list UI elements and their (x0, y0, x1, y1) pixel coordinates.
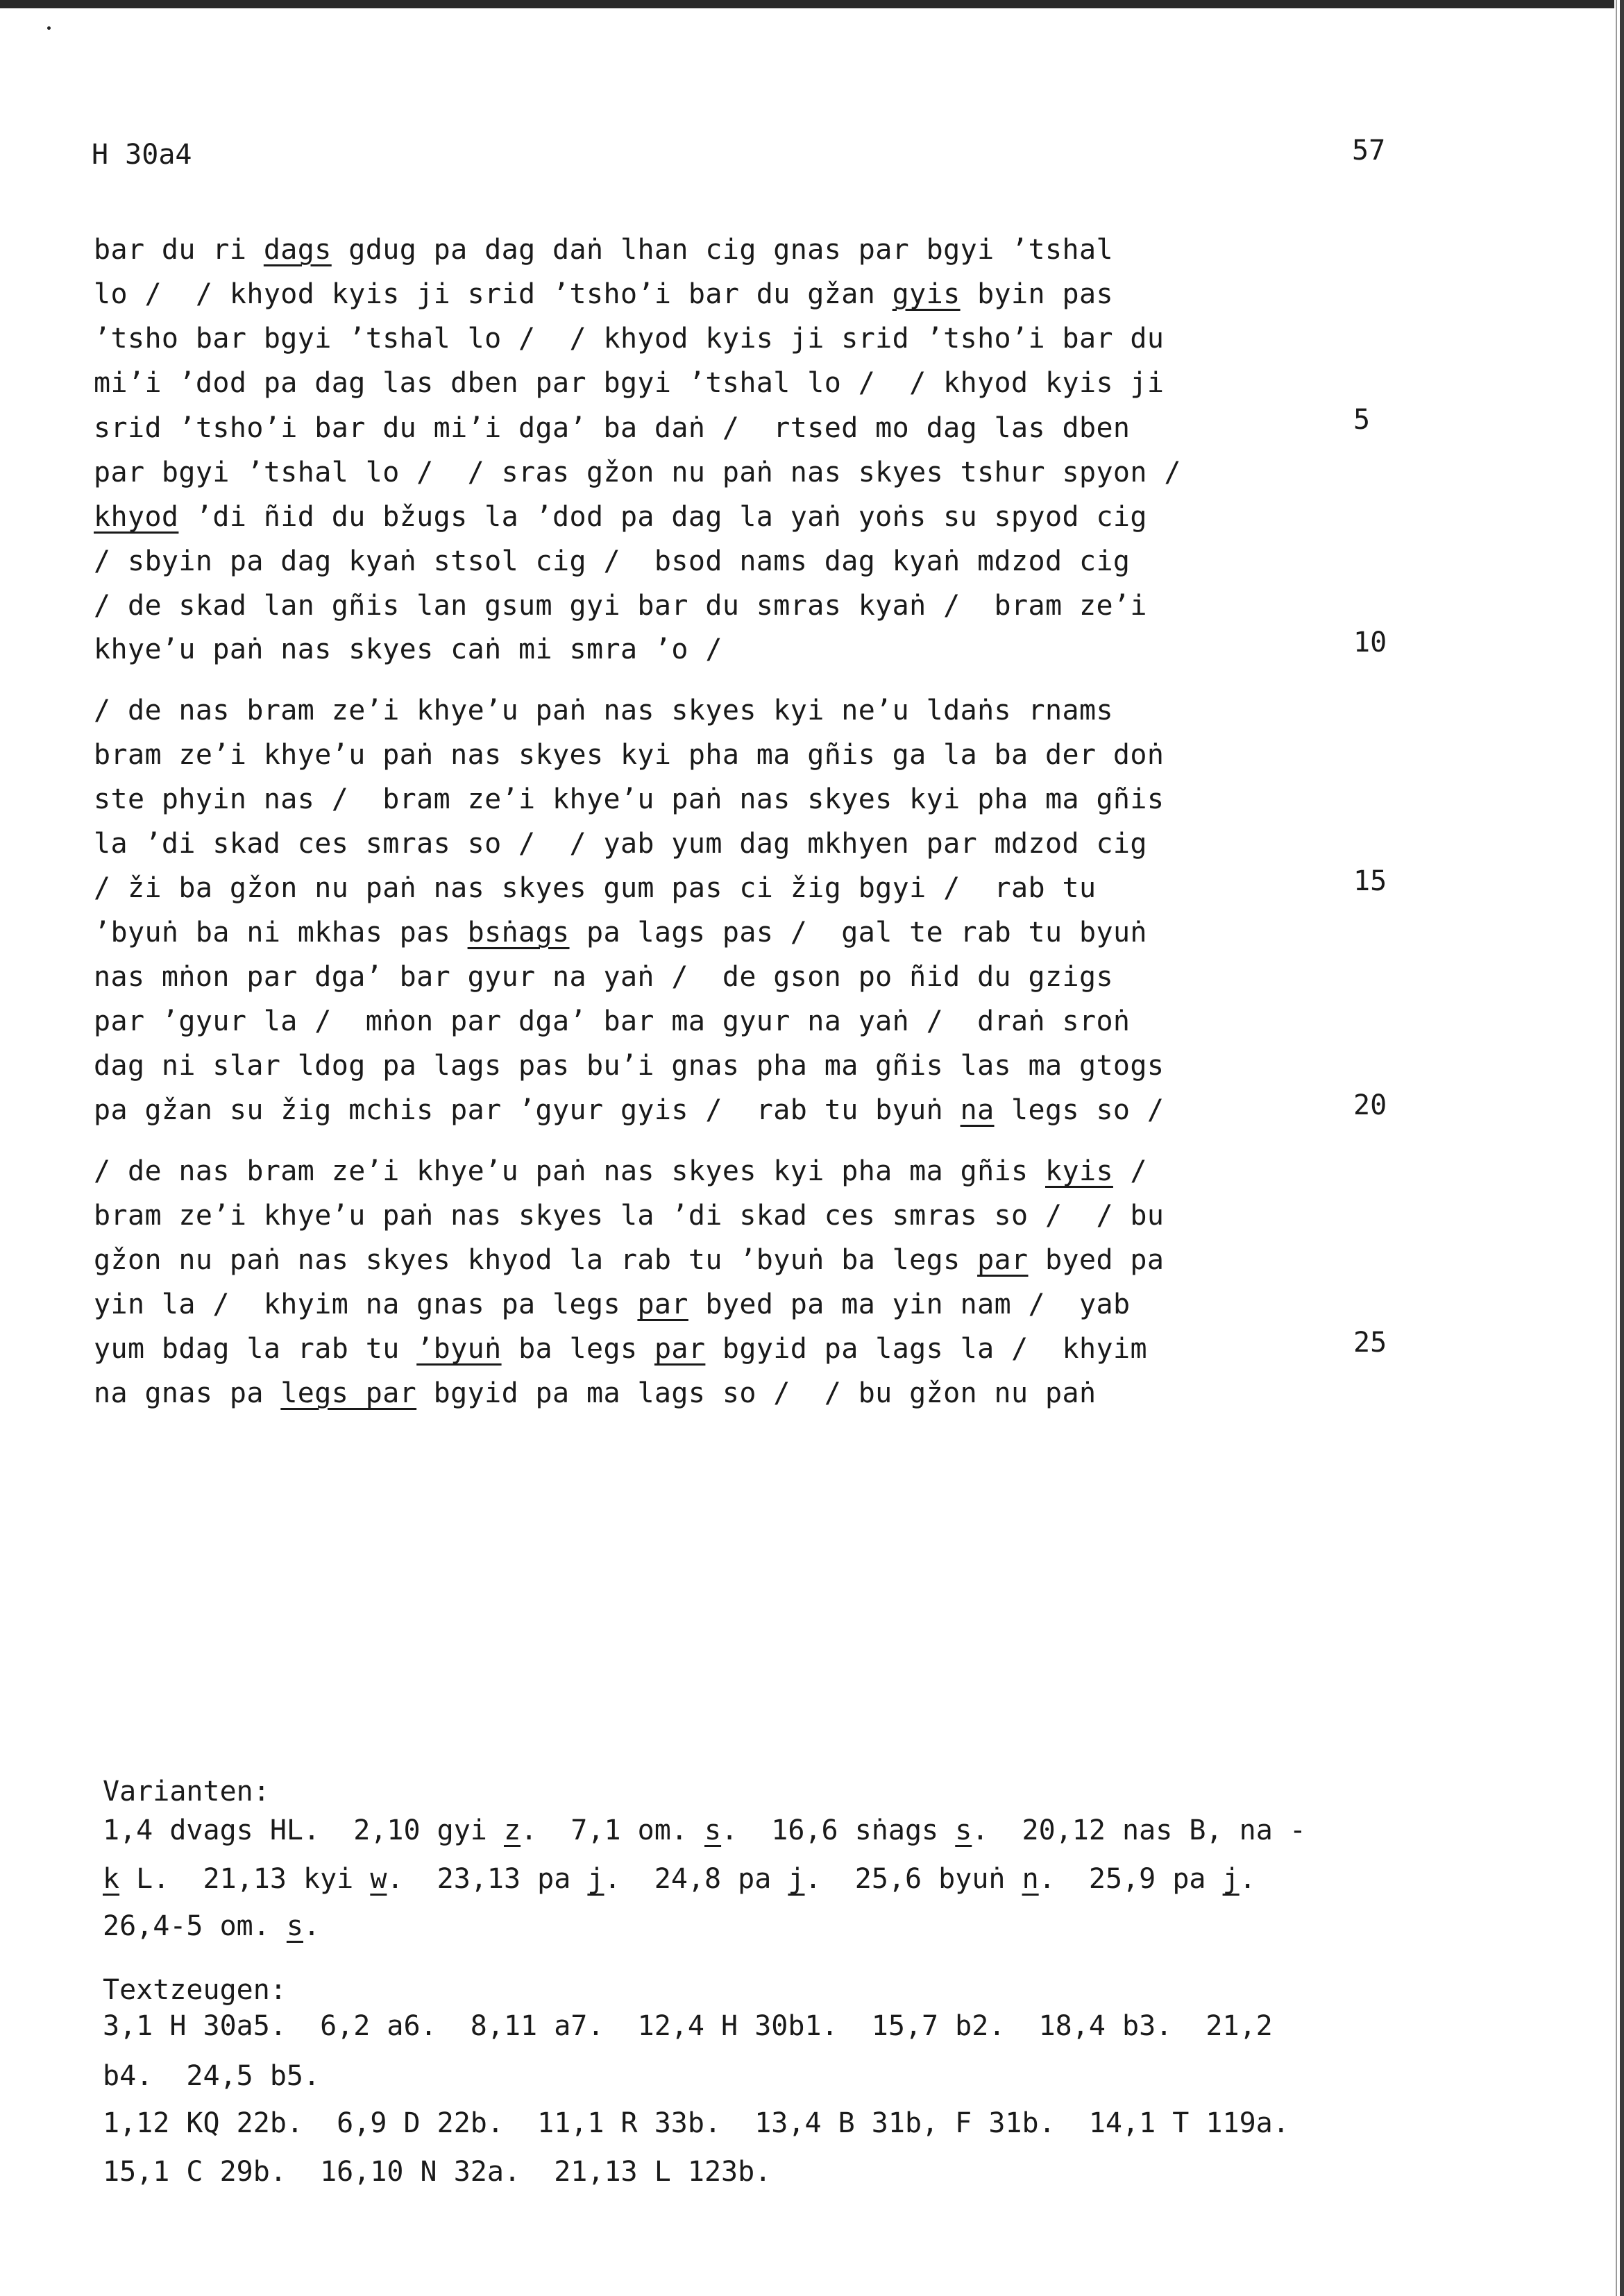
scan-speck (47, 26, 51, 30)
text-line (94, 633, 722, 665)
text-line (94, 963, 1113, 991)
text-line (94, 236, 1113, 264)
text-segment: na gnas pa (94, 1377, 281, 1409)
text-segment: . 24,8 pa (604, 1863, 788, 1895)
text-segment: yum bdag la rab tu (94, 1333, 417, 1365)
line-number: 25 (1353, 1327, 1387, 1359)
underlined-reading: j (587, 1863, 604, 1895)
text-segment: ’byuṅ ba ni mkhas pas (94, 917, 468, 949)
underlined-reading: w (370, 1863, 387, 1895)
text-line (94, 1007, 1130, 1035)
text-segment: legs so / (994, 1094, 1165, 1126)
text-segment: / de nas bram ze’i khye’u paṅ nas skyes kyi pha ma gñis (94, 1155, 1045, 1187)
text-line (94, 280, 1113, 308)
text-segment: L. 21,13 kyi (119, 1863, 371, 1895)
text-segment: 26,4-5 om. (103, 1910, 287, 1942)
text-segment: yin la / khyim na gnas pa legs (94, 1289, 638, 1320)
line-number: 10 (1353, 627, 1387, 658)
witness-line (103, 2062, 320, 2090)
underlined-reading: ’byuṅ (416, 1333, 502, 1365)
text-segment: dag ni slar ldog pa lags pas bu’i gnas pha ma gñis las ma gtogs (94, 1050, 1165, 1082)
witness-line (103, 2109, 1289, 2137)
text-segment: byin pas (960, 278, 1113, 310)
text-segment: . 25,6 byuṅ (804, 1863, 1022, 1895)
text-segment: lo / / khyod kyis ji srid ’tsho’i bar du gžan (94, 278, 893, 310)
variants-label: Varianten: (103, 1776, 270, 1808)
text-line (94, 592, 1147, 620)
text-segment: bgyid pa ma lags so / / bu gžon nu paṅ (416, 1377, 1097, 1409)
underlined-reading: kyis (1045, 1155, 1113, 1187)
text-segment: la ’di skad ces smras so / / yab yum dag mkhyen par mdzod cig (94, 828, 1147, 860)
text-segment: par bgyi ’tshal lo / / sras gžon nu paṅ nas skyes tshur spyon / (94, 457, 1181, 488)
text-line (94, 697, 1113, 724)
text-line (94, 1052, 1164, 1080)
underlined-reading: par (637, 1289, 688, 1320)
text-line (94, 741, 1164, 769)
line-number: 15 (1353, 865, 1387, 897)
underlined-reading: n (1022, 1863, 1039, 1895)
witness-line (103, 2012, 1273, 2040)
underlined-reading: s (286, 1910, 303, 1942)
text-line (94, 503, 1147, 531)
variant-line (103, 1814, 1306, 1846)
text-segment: pa gžan su žig mchis par ’gyur gyis / rab tu byuṅ (94, 1094, 961, 1126)
text-segment: ’tsho bar bgyi ’tshal lo / / khyod kyis ji srid ’tsho’i bar du (94, 323, 1165, 355)
text-segment: / ži ba gžon nu paṅ nas skyes gum pas ci žig bgyi / rab tu (94, 872, 1097, 904)
text-line (94, 323, 1165, 355)
underlined-reading: par (977, 1244, 1029, 1276)
text-segment: . 16,6 sṅags (721, 1814, 956, 1846)
text-line (94, 1157, 1147, 1185)
scan-top-edge (0, 0, 1614, 8)
text-segment: bram ze’i khye’u paṅ nas skyes la ’di skad ces smras so / / bu (94, 1200, 1165, 1232)
underlined-reading: par (654, 1333, 706, 1365)
text-line (94, 1246, 1164, 1274)
text-line (94, 1291, 1130, 1318)
line-number: 5 (1353, 404, 1371, 436)
text-segment: byed pa ma yin nam / yab (688, 1289, 1131, 1320)
text-line (94, 1202, 1164, 1230)
text-line (94, 459, 1181, 486)
text-line (94, 830, 1147, 858)
text-segment: / de skad lan gñis lan gsum gyi bar du smras kyaṅ / bram ze’i (94, 590, 1147, 622)
text-line (94, 874, 1096, 902)
text-line (94, 414, 1130, 442)
underlined-reading: legs par (280, 1377, 417, 1409)
text-segment: b4. 24,5 b5. (103, 2060, 321, 2092)
text-segment: par ’gyur la / mṅon par dga’ bar ma gyur na yaṅ / draṅ sroṅ (94, 1005, 1131, 1037)
text-line (94, 1096, 1164, 1124)
text-segment: ba legs (501, 1333, 654, 1365)
text-segment: . 25,9 pa (1038, 1863, 1223, 1895)
text-segment: byed pa (1028, 1244, 1165, 1276)
underlined-reading: gyis (892, 278, 961, 310)
scan-right-edge (1620, 0, 1624, 2296)
text-segment: / (1113, 1155, 1147, 1187)
page-siglum: H 30a4 (92, 139, 192, 171)
variant-line (103, 1865, 1256, 1893)
text-segment: ste phyin nas / bram ze’i khye’u paṅ nas skyes kyi pha ma gñis (94, 783, 1165, 815)
text-segment: / sbyin pa dag kyaṅ stsol cig / bsod nams dag kyaṅ mdzod cig (94, 545, 1131, 577)
text-line (94, 369, 1164, 397)
text-segment: . (303, 1910, 321, 1942)
underlined-reading: k (103, 1863, 120, 1895)
text-segment: nas mṅon par dga’ bar gyur na yaṅ / de gson po ñid du gzigs (94, 961, 1113, 993)
text-line (94, 1379, 1096, 1407)
text-segment: . 20,12 nas B, na - (972, 1814, 1306, 1846)
text-segment: ’di ñid du bžugs la ’dod pa dag la yaṅ yoṅs su spyod cig (178, 501, 1147, 533)
text-segment: bar du ri (94, 234, 264, 266)
text-segment: 1,4 dvags HL. 2,10 gyi (103, 1814, 504, 1846)
text-segment: 3,1 H 30a5. 6,2 a6. 8,11 a7. 12,4 H 30b1. 15,7 b2. 18,4 b3. 21,2 (103, 2010, 1273, 2042)
text-segment: 15,1 C 29b. 16,10 N 32a. 21,13 L 123b. (103, 2156, 772, 2188)
text-segment: bram ze’i khye’u paṅ nas skyes kyi pha ma gñis ga la ba der doṅ (94, 739, 1165, 771)
underlined-reading: z (503, 1814, 521, 1846)
text-line (94, 1335, 1147, 1363)
text-segment: 1,12 KQ 22b. 6,9 D 22b. 11,1 R 33b. 13,4 B 31b, F 31b. 14,1 T 119a. (103, 2107, 1289, 2139)
text-line (94, 547, 1130, 575)
text-segment: khye’u paṅ nas skyes caṅ mi smra ’o / (94, 633, 722, 665)
text-segment: pa lags pas / gal te rab tu byuṅ (569, 917, 1147, 949)
underlined-reading: s (955, 1814, 972, 1846)
text-segment: gžon nu paṅ nas skyes khyod la rab tu ’byuṅ ba legs (94, 1244, 978, 1276)
text-segment: mi’i ’dod pa dag las dben par bgyi ’tshal lo / / khyod kyis ji (94, 367, 1165, 399)
text-line (94, 785, 1164, 813)
text-segment: . 23,13 pa (387, 1863, 588, 1895)
text-segment: . 7,1 om. (521, 1814, 704, 1846)
witness-line (103, 2158, 771, 2186)
underlined-reading: s (704, 1814, 722, 1846)
text-segment: gdug pa dag daṅ lhan cig gnas par bgyi ’tshal (331, 234, 1113, 266)
scan-right-edge-inner (1616, 0, 1617, 2296)
underlined-reading: dags (263, 234, 332, 266)
underlined-reading: na (960, 1094, 995, 1126)
variant-line (103, 1912, 320, 1940)
witnesses-label: Textzeugen: (103, 1974, 287, 2006)
page-number: 57 (1352, 135, 1386, 167)
line-number: 20 (1353, 1089, 1387, 1121)
underlined-reading: bsṅags (467, 917, 570, 949)
text-segment: / de nas bram ze’i khye’u paṅ nas skyes kyi ne’u ldaṅs rnams (94, 695, 1113, 726)
text-segment: srid ’tsho’i bar du mi’i dga’ ba daṅ / rtsed mo dag las dben (94, 412, 1131, 444)
underlined-reading: j (1222, 1863, 1240, 1895)
text-segment: . (1239, 1863, 1256, 1895)
text-segment: bgyid pa lags la / khyim (705, 1333, 1147, 1365)
underlined-reading: khyod (94, 501, 179, 533)
text-line (94, 917, 1147, 949)
underlined-reading: j (788, 1863, 805, 1895)
